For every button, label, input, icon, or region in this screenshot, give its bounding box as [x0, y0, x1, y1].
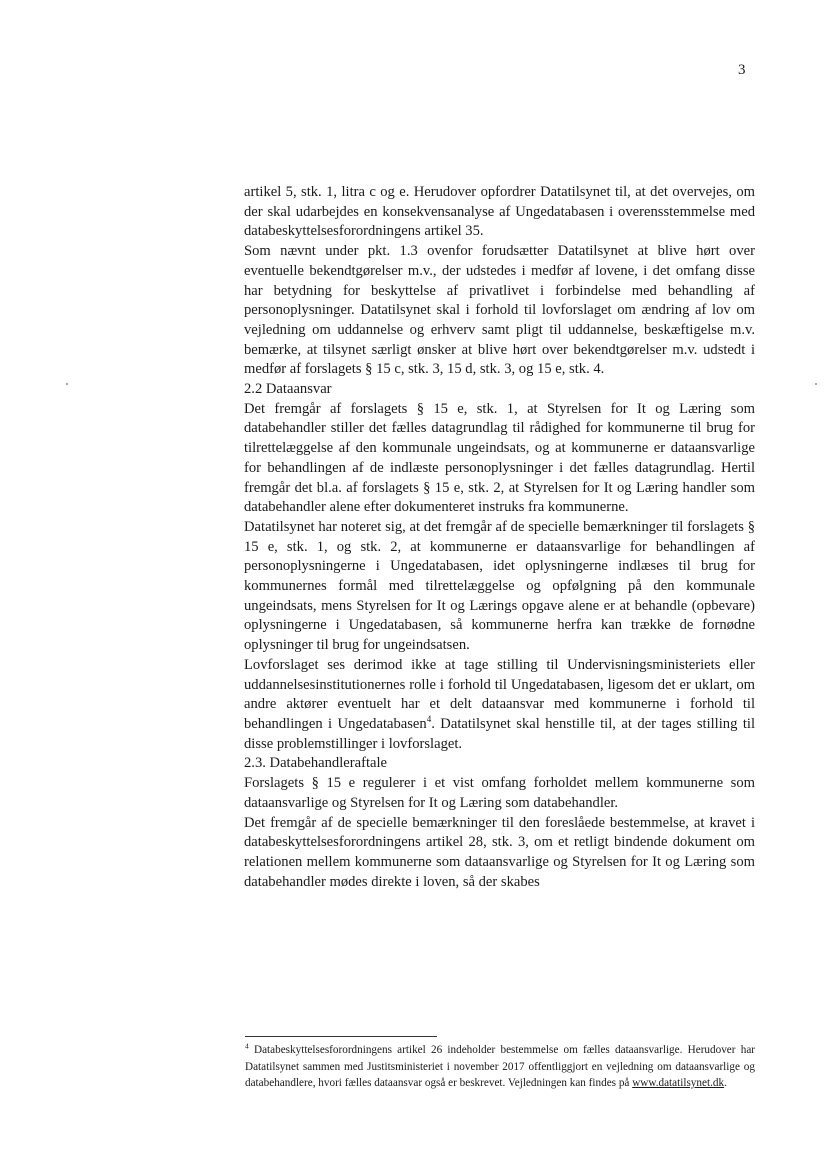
paragraph-specielle-bemaerkninger: Datatilsynet har noteret sig, at det fremgår af de specielle bemærkninger til forslagets § 15 e, stk. 1, og stk. 2, at kommunerne er dataansvarlige for behandlingen af personoplysningerne i Ungedatabasen, idet oplysningerne indlæses til brug for kommunernes formål med tilrettelæggelse og opfølgning på den kommunale ungeindsats, mens Styrelsen for It og Lærings opgave alene er at behandle (opbevare) oplysningerne i Ungedatabasen, så kommunerne herfra kan trække de fornødne oplysninger til brug for ungeindsatsen. [244, 518, 755, 654]
section-heading-databehandleraftale: 2.3. Databehandleraftale [244, 755, 388, 772]
page-number: 3 [738, 62, 746, 78]
paragraph-hoering-bekendtgoerelser: Som nævnt under pkt. 1.3 ovenfor forudsætter Datatilsynet at blive hørt over eventuelle bekendtgørelser m.v., der udstedes i medfør af lovene, i det omfang disse har betydning for beskyttelse af privatlivet i forbindelse med behandling af personoplysninger. Datatilsynet skal i forhold til lovforslaget om ændring af lov om vejledning om uddannelse og erhverv samt pligt til uddannelse, beskæftigelse m.v. bemærke, at tilsynet særligt ønsker at blive hørt over bekendtgørelser m.v. udstedt i medfør af forslagets § 15 c, stk. 3, 15 d, stk. 3, og 15 e, stk. 4. [244, 243, 755, 378]
margin-mark-right [815, 383, 817, 385]
paragraph-konsekvensanalyse: artikel 5, stk. 1, litra c og e. Herudover opfordrer Datatilsynet til, at det overvejes, om der skal udarbejdes en konsekvensanalyse af Ungedatabasen i overensstemmelse med databeskyttelsesforordningens artikel 35. [244, 184, 755, 240]
footnote [245, 1042, 755, 1092]
datatilsynet-link[interactable]: www.datatilsynet.dk [632, 1077, 725, 1089]
footnote-divider [245, 1036, 437, 1037]
footnote-number: 4 [245, 1041, 249, 1051]
paragraph-forslagets-15e: Forslagets § 15 e regulerer i et vist omfang forholdet mellem kommunerne som dataansvarlige og Styrelsen for It og Læring som databehandler. [244, 775, 755, 811]
section-heading-dataansvar: 2.2 Dataansvar [244, 381, 332, 398]
paragraph-undervisningsministeriet [244, 656, 755, 755]
paragraph-text-part: . Datatilsynet skal henstille til, at der tages stilling til disse problemstillinger i lovforslaget. [244, 715, 755, 752]
paragraph-dataansvar-15e: Det fremgår af forslagets § 15 e, stk. 1, at Styrelsen for It og Læring som databehandler stiller det fælles datagrundlag til rådighed for kommunerne til brug for tilrettelæggelse af den kommunale ungeindsats, og at kommunerne er dataansvarlige for behandlingen af de indlæste personoplysninger i det fælles datagrundlag. Hertil fremgår det bl.a. af forslagets § 15 e, stk. 2, at Styrelsen for It og Læring handler som databehandler alene efter dokumenteret instruks fra kommunerne. [244, 400, 755, 516]
footnote-end: . [724, 1077, 727, 1089]
footnote-reference: 4 [426, 714, 432, 725]
footnote-text: Databeskyttelsesforordningens artikel 26 indeholder bestemmelse om fælles dataansvarlige. Herudover har Datatilsynet sammen med Justitsministeriet i november 2017 offentliggjort en vejledning om dataansvarlige og databehandlere, hvori fælles dataansvar også er beskrevet. Vejledningen kan findes på [245, 1044, 756, 1089]
margin-mark-left [66, 383, 68, 385]
document-body [244, 183, 755, 892]
paragraph-text-part: Lovforslaget ses derimod ikke at tage stilling til Undervisningsministeriets eller uddannelsesinstitutionernes rolle i forhold til Ungedatabasen, ligesom det er uklart, om andre aktører eventuelt har et delt dataansvar med kommunerne i forhold til behandlingen i Ungedatabasen [244, 656, 755, 732]
paragraph-artikel-28: Det fremgår af de specielle bemærkninger til den foreslåede bestemmelse, at kravet i databeskyttelsesforordningens artikel 28, stk. 3, om et retligt bindende dokument om relationen mellem kommunerne som dataansvarlige og Styrelsen for It og Læring som databehandler mødes direkte i loven, så der skabes [244, 814, 755, 890]
